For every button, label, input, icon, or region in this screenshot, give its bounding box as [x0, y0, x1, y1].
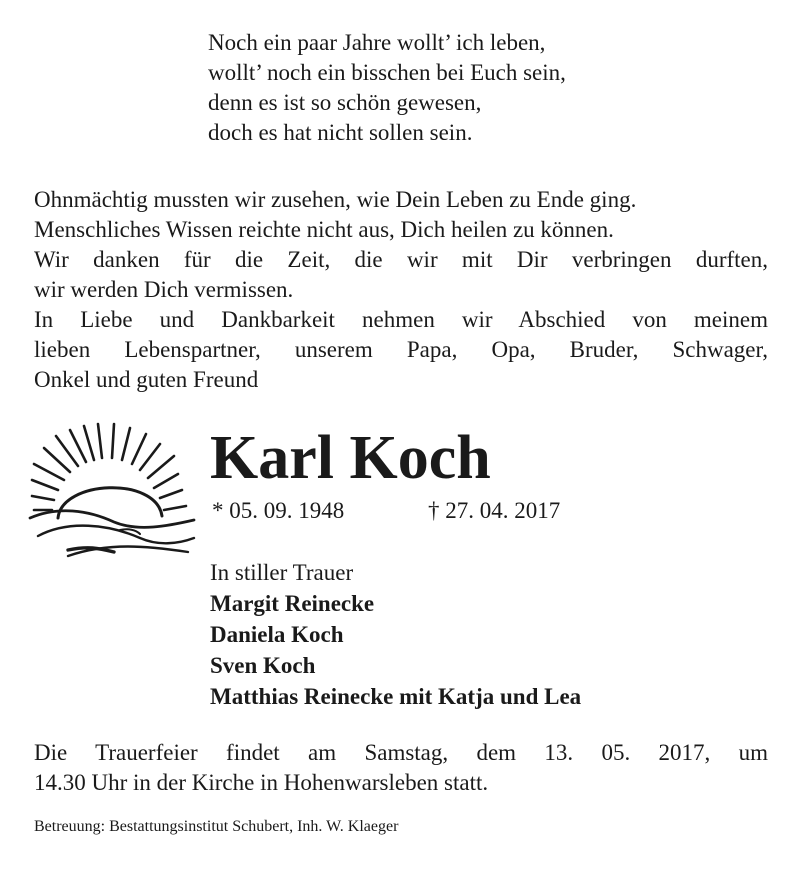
- funeral-home-credit: Betreuung: Bestattungsinstitut Schubert, Inh. W. Klaeger: [34, 818, 399, 835]
- mourners-heading: In stiller Trauer: [210, 560, 354, 585]
- intro-line: Onkel und guten Freund: [34, 367, 259, 392]
- life-dates: [212, 496, 561, 526]
- poem-line: doch es hat nicht sollen sein.: [208, 120, 473, 145]
- mourners: [210, 557, 581, 712]
- mourner-name: Daniela Koch: [210, 622, 344, 647]
- poem-line: denn es ist so schön gewesen,: [208, 90, 482, 115]
- ceremony-notice: [34, 738, 768, 798]
- sunset-over-hills-icon: [28, 418, 196, 568]
- death-date: † 27. 04. 2017: [428, 498, 561, 523]
- intro-text: [34, 185, 768, 395]
- poem-line: wollt’ noch ein bisschen bei Euch sein,: [208, 60, 566, 85]
- ceremony-line: Die Trauerfeier findet am Samstag, dem 13. 05. 2017, um: [34, 740, 768, 765]
- poem: [208, 28, 566, 148]
- deceased-name: Karl Koch: [210, 424, 491, 492]
- intro-line: wir werden Dich vermissen.: [34, 277, 294, 302]
- intro-line: Wir danken für die Zeit, die wir mit Dir verbringen durften,: [34, 247, 768, 272]
- mourner-name: Matthias Reinecke mit Katja und Lea: [210, 684, 582, 709]
- mourner-name: Margit Reinecke: [210, 591, 375, 616]
- ceremony-line: 14.30 Uhr in der Kirche in Hohenwarsleben statt.: [34, 770, 489, 795]
- intro-line: Menschliches Wissen reichte nicht aus, Dich heilen zu können.: [34, 217, 614, 242]
- intro-line: lieben Lebenspartner, unserem Papa, Opa, Bruder, Schwager,: [34, 337, 768, 362]
- intro-line: In Liebe und Dankbarkeit nehmen wir Abschied von meinem: [34, 307, 768, 332]
- poem-line: Noch ein paar Jahre wollt’ ich leben,: [208, 30, 546, 55]
- intro-line: Ohnmächtig mussten wir zusehen, wie Dein Leben zu Ende ging.: [34, 187, 637, 212]
- birth-date: * 05. 09. 1948: [212, 498, 345, 523]
- mourner-name: Sven Koch: [210, 653, 316, 678]
